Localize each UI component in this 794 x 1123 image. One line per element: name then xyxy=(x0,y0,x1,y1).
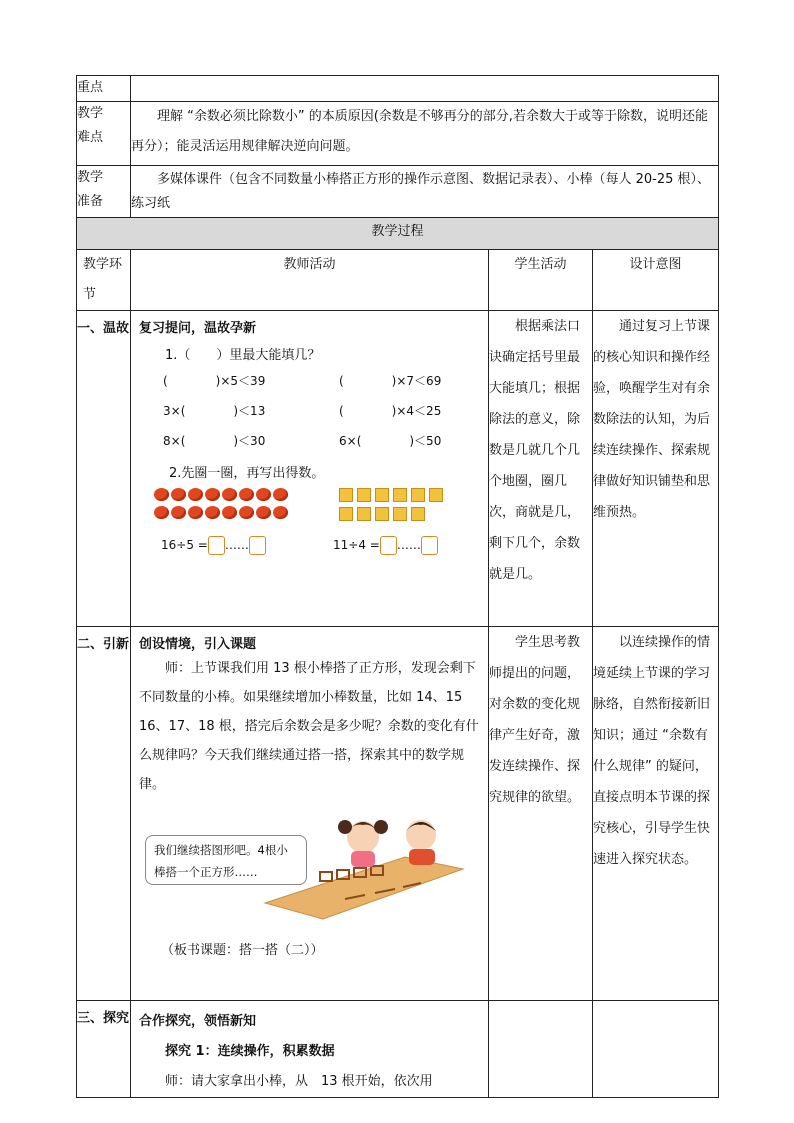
difficulty-text: 理解 “余数必须比除数小” 的本质原因(余数是不够再分的部分,若余数大于或等于除数，说明还能再分）；能灵活运用规律解决逆向问题。 xyxy=(131,102,719,166)
equation-apples: 16÷5 = …… xyxy=(161,536,266,555)
speech-bubble: 我们继续搭图形吧。4根小棒搭一个正方形…… xyxy=(145,835,307,885)
equation-cubes: 11÷4 = …… xyxy=(333,536,438,555)
introduce-text: 师：上节课我们用 13 根小棒搭了正方形，发现会剩下不同数量的小棒。如果继续增加小棒数量，比如 14、15 16、17、18 根，搭完后余数会是多少呢？余数的变化有什么规律吗？今天我们继续通过搭一搭，探索其中的数学规律。 xyxy=(139,661,479,792)
intent-review: 通过复习上节课的核心知识和操作经验，唤醒学生对有余数除法的认知，为后续连续操作、探索规律做好知识铺垫和思维预热。 xyxy=(593,311,719,627)
board-title: （板书课题：搭一搭（二）） xyxy=(161,943,324,958)
key-point-label: 重点 xyxy=(77,76,131,102)
explore-text: 师：请大家拿出小棒，从 13 根开始，依次用 xyxy=(165,1074,433,1089)
q2-title: 2.先圈一圈，再写出得数。 xyxy=(169,466,325,481)
q1-item: 3×( )＜13 xyxy=(163,404,266,418)
teacher-introduce xyxy=(131,627,489,1001)
intent-explore xyxy=(593,1001,719,1098)
col-intent: 设计意图 xyxy=(593,250,719,311)
q1-item: ( )×4＜25 xyxy=(339,404,442,418)
q1-title: 1.（ ）里最大能填几？ xyxy=(165,348,321,363)
process-header: 教学过程 xyxy=(77,218,719,250)
student-introduce: 学生思考教师提出的问题，对余数的变化规律产生好奇，激发连续操作、探究规律的欲望。 xyxy=(489,627,593,1001)
student-review: 根据乘法口诀确定括号里最大能填几；根据除法的意义，除数是几就几个几个地圈，圈几次，商就是几，剩下几个，余数就是几。 xyxy=(489,311,593,627)
student-explore xyxy=(489,1001,593,1098)
review-title: 复习提问，温故孕新 xyxy=(139,321,257,336)
q1-item: 8×( )＜30 xyxy=(163,434,266,448)
stage-introduce: 二、引新 xyxy=(77,627,131,1001)
stage-explore: 三、探究 xyxy=(77,1001,131,1098)
q1-item: ( )×7＜69 xyxy=(339,374,442,388)
teacher-review xyxy=(131,311,489,627)
q1-item: ( )×5＜39 xyxy=(163,374,266,388)
explore-title: 合作探究，领悟新知 xyxy=(139,1014,257,1029)
apples-picture xyxy=(153,488,289,524)
classroom-illustration xyxy=(145,807,475,927)
explore-subtitle: 探究 1：连续操作，积累数据 xyxy=(165,1044,335,1059)
col-stage: 教学环节 xyxy=(77,250,131,311)
lesson-table xyxy=(76,75,719,1098)
teacher-explore xyxy=(131,1001,489,1098)
key-point-text xyxy=(131,76,719,102)
review-questions xyxy=(139,336,480,626)
intent-introduce: 以连续操作的情境延续上节课的学习脉络，自然衔接新旧知识；通过 “余数有什么规律” 的疑问，直接点明本节课的探究核心，引导学生快速进入探究状态。 xyxy=(593,627,719,1001)
col-student: 学生活动 xyxy=(489,250,593,311)
q1-item: 6×( )＜50 xyxy=(339,434,442,448)
col-teacher: 教师活动 xyxy=(131,250,489,311)
difficulty-label: 教学 难点 xyxy=(77,102,131,166)
stage-review: 一、温故 xyxy=(77,311,131,627)
preparation-text: 多媒体课件（包含不同数量小棒搭正方形的操作示意图、数据记录表）、小棒（每人 20-25 根）、练习纸 xyxy=(131,166,719,218)
cubes-picture xyxy=(337,488,445,526)
introduce-title: 创设情境，引入课题 xyxy=(139,637,257,652)
preparation-label: 教学 准备 xyxy=(77,166,131,218)
